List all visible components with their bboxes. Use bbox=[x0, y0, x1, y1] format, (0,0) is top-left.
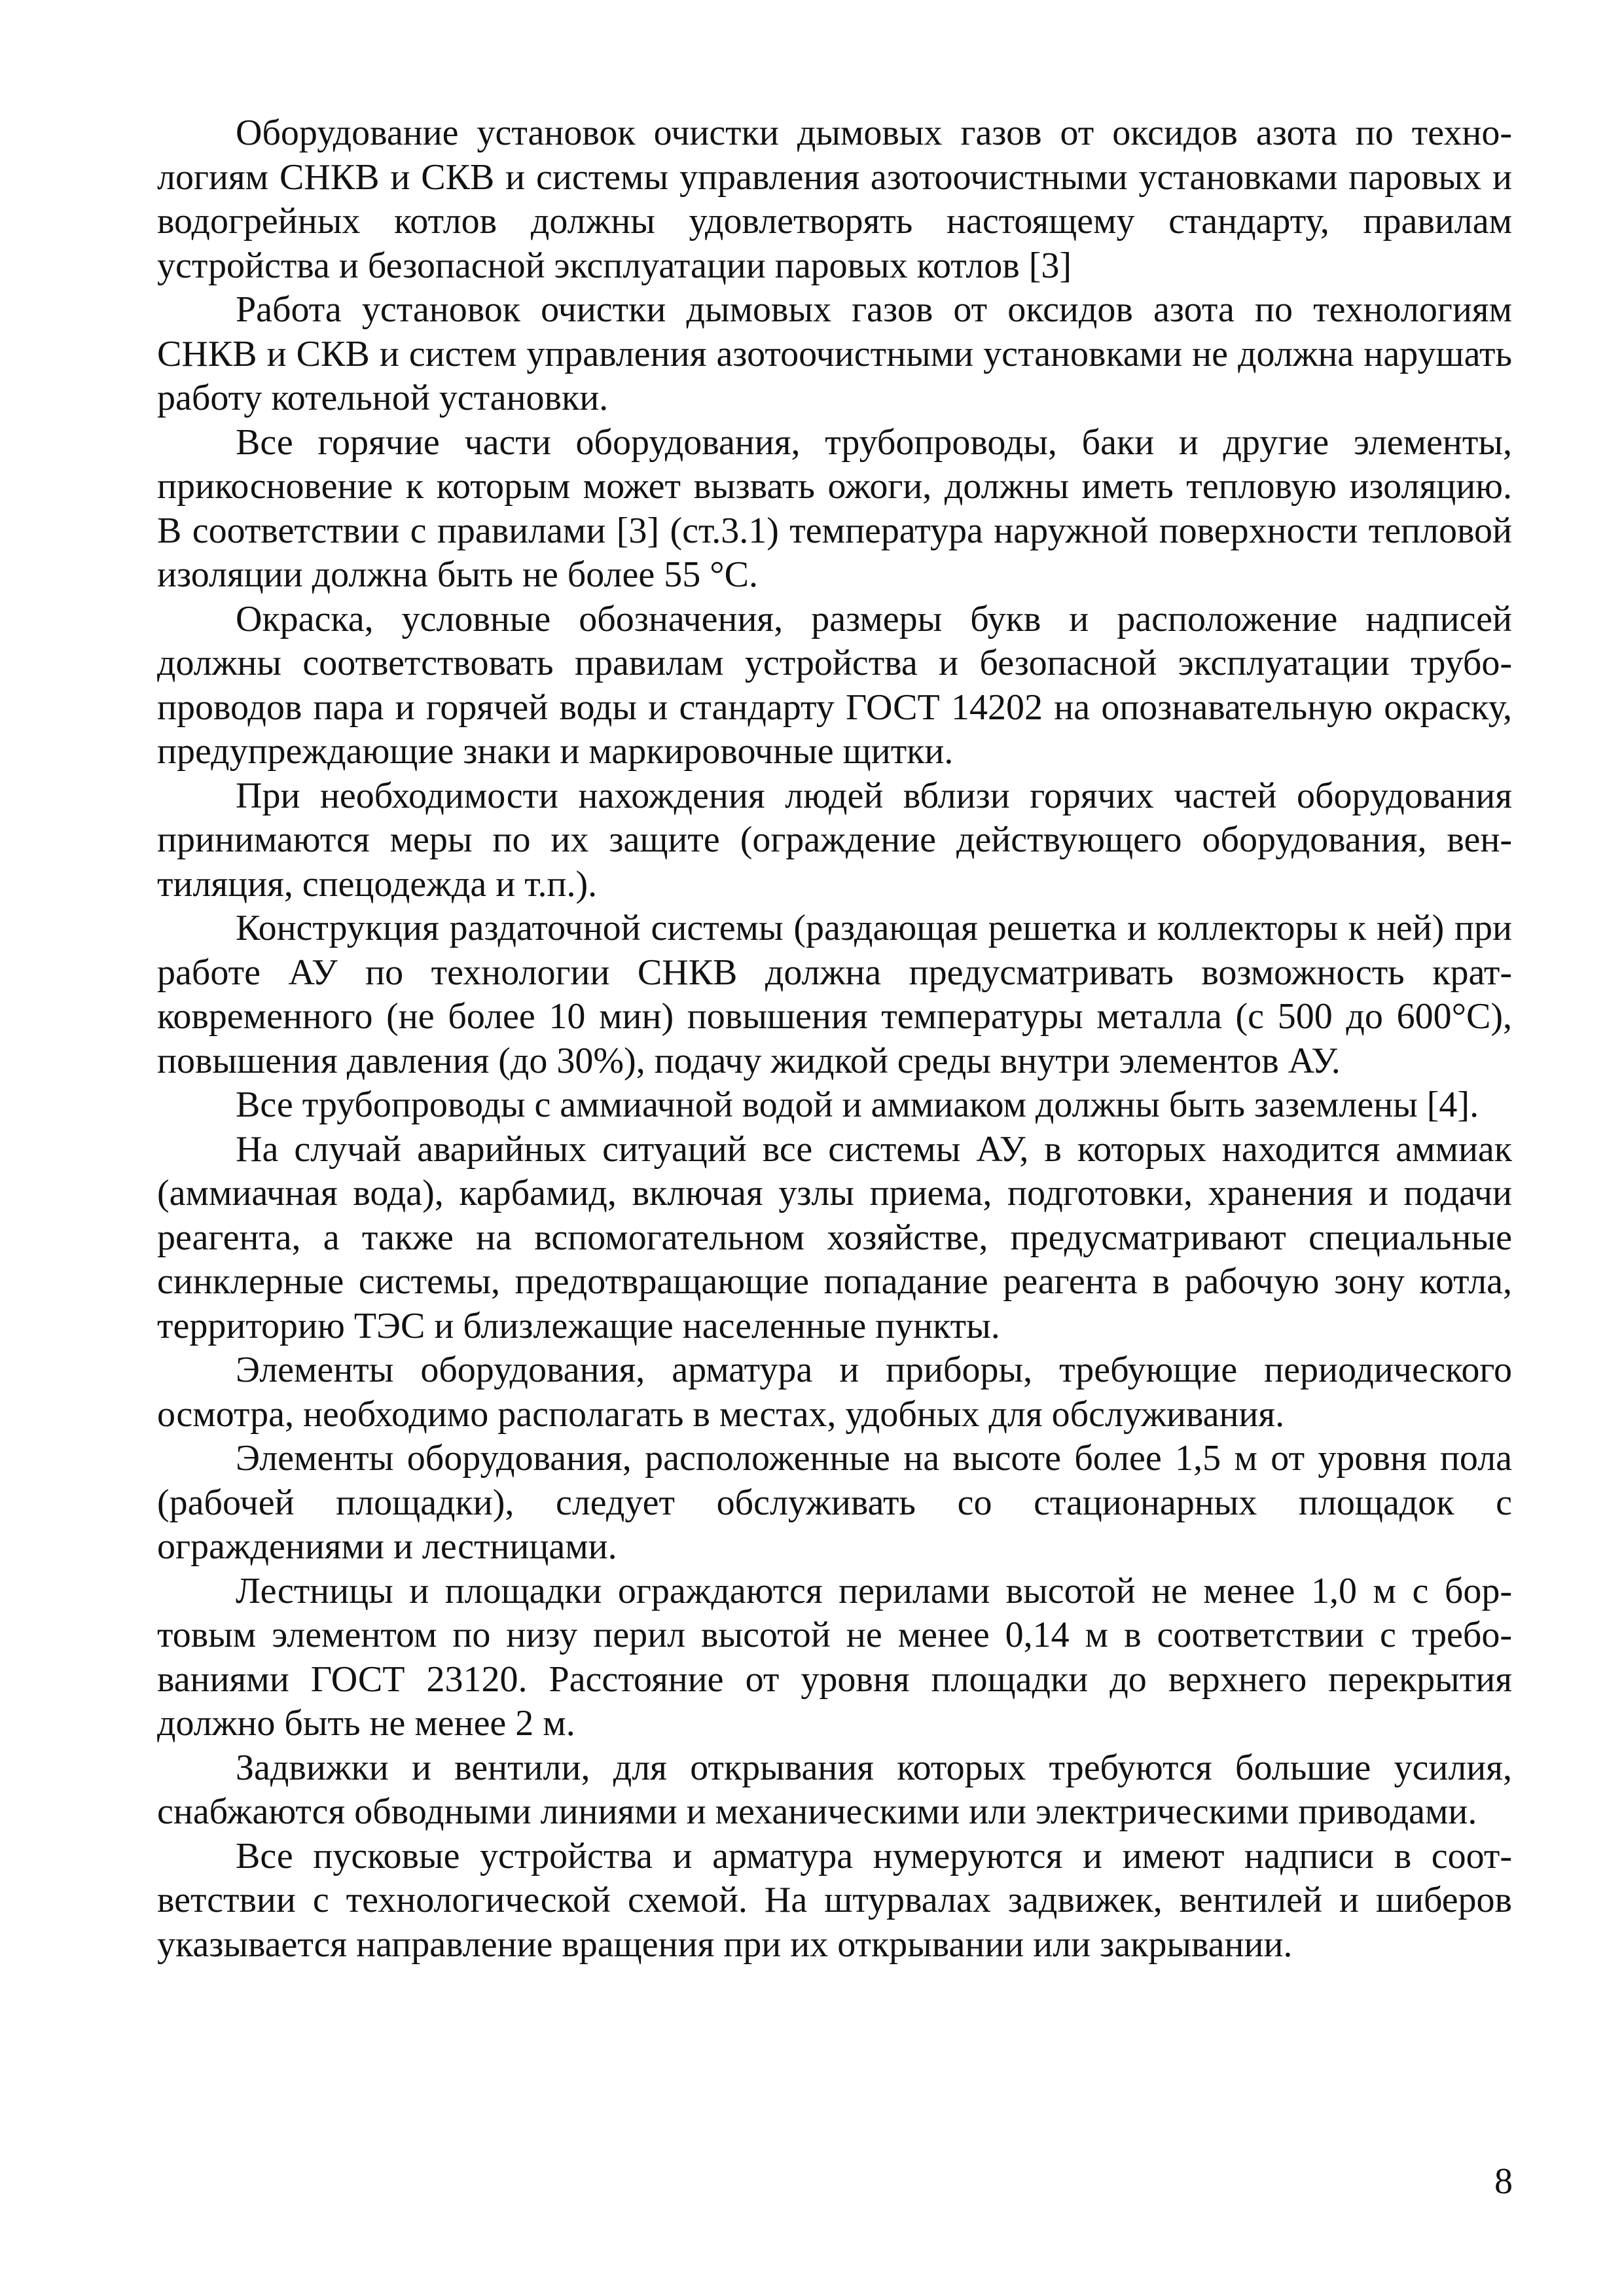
paragraph-operation-boiler: Работа установок очистки дымовых газов от оксидов азота по технологиям СНКВ и СКВ и систем управления азотоочистными установками не должна нарушать работу котельной установки. bbox=[157, 289, 1512, 418]
paragraph-distribution-system: Конструкция раздаточной системы (раздающая решетка и коллекторы к ней) при работе АУ по технологии СНКВ должна предусматривать возможность кратковременного (не более 10 мин) повышения температуры металла (с 500 до 600°С), повышения давления (до 30%), подачу жидкой среды внутри элементов АУ. bbox=[157, 908, 1512, 1081]
document-page bbox=[157, 111, 1512, 1967]
paragraph-ladders-railings: Лестницы и площадки ограждаются перилами высотой не менее 1,0 м с бортовым элементом по низу перил высотой не менее 0,14 м в соответствии с требованиями ГОСТ 23120. Расстояние от уровня площадки до верхнего перекрытия должно быть не менее 2 м. bbox=[157, 1570, 1512, 1744]
paragraph-valves-drives: Задвижки и вентили, для открывания которых требуются большие усилия, снабжаются обводными линиями и механическими или электрическими приводами. bbox=[157, 1747, 1512, 1832]
paragraph-service-platforms: Элементы оборудования, расположенные на высоте более 1,5 м от уровня пола (рабочей площадки), следует обслуживать со стационарных площадок с ограждениями и лестницами. bbox=[157, 1438, 1512, 1567]
paragraph-inspection-placement: Элементы оборудования, арматура и приборы, требующие периодического осмотра, необходимо располагать в местах, удобных для обслуживания. bbox=[157, 1350, 1512, 1435]
paragraph-painting-marking: Окраска, условные обозначения, размеры букв и расположение надписей должны соответствовать правилам устройства и безопасной эксплуатации трубопроводов пара и горячей воды и стандарту ГОСТ 14202 на опознавательную окраску, предупреждающие знаки и маркировочные щитки. bbox=[157, 598, 1512, 772]
paragraph-personnel-protection: При необходимости нахождения людей вблизи горячих частей оборудования принимаются меры по их защите (ограждение действующего оборудования, вентиляция, спецодежда и т.п.). bbox=[157, 775, 1512, 905]
paragraph-emergency-systems: На случай аварийных ситуаций все системы АУ, в которых находится аммиак (аммиачная вода), карбамид, включая узлы приема, подготовки, хранения и подачи реагента, а также на вспомогательном хозяйстве, предусматривают специальные синклерные системы, предотвращающие попадание реагента в рабочую зону котла, территорию ТЭС и близлежащие населенные пункты. bbox=[157, 1128, 1512, 1346]
paragraph-valve-numbering: Все пусковые устройства и арматура нумеруются и имеют надписи в соответствии с технологической схемой. На штурвалах задвижек, вентилей и шиберов указывается направление вращения при их открывании или закрывании. bbox=[157, 1835, 1512, 1965]
page-number: 8 bbox=[1494, 2161, 1513, 2202]
paragraph-equipment-requirements: Оборудование установок очистки дымовых газов от оксидов азота по технологиям СНКВ и СКВ и системы управления азотоочистными установками паровых и водогрейных котлов должны удовлетворять настоящему стандарту, правилам устройства и безопасной эксплуатации паровых котлов [3] bbox=[157, 113, 1512, 286]
paragraph-grounding: Все трубопроводы с аммиачной водой и аммиаком должны быть заземлены [4]. bbox=[236, 1085, 1479, 1125]
paragraph-thermal-insulation: Все горячие части оборудования, трубопроводы, баки и другие элементы, прикосновение к которым может вызвать ожоги, должны иметь тепловую изоляцию. В соответствии с правилами [3] (ст.3.1) температура наружной поверхности тепловой изоляции должна быть не более 55 °С. bbox=[157, 422, 1512, 595]
